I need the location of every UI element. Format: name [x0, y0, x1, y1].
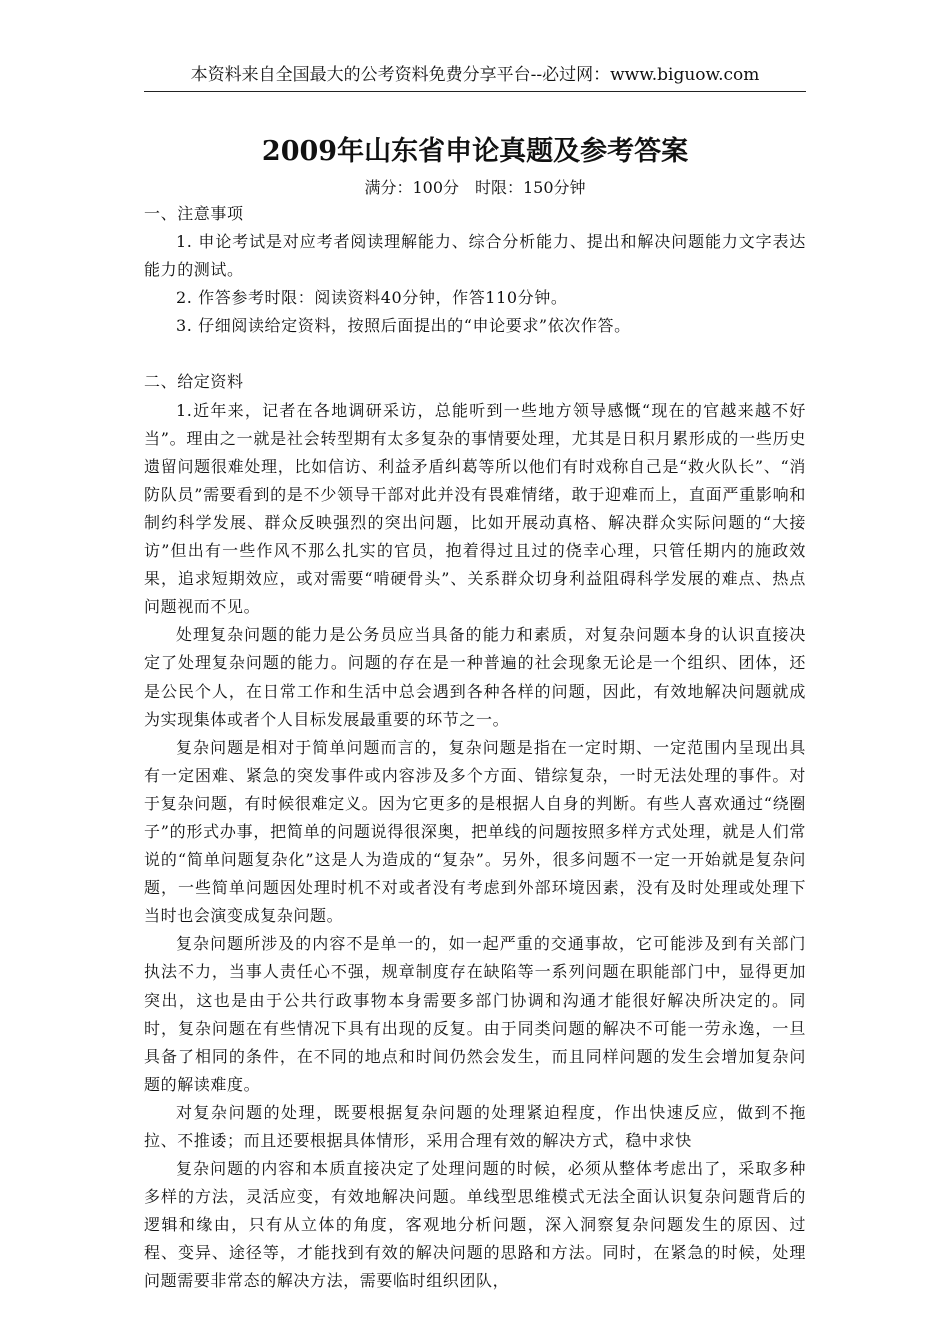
section-heading-materials: 二、给定资料 — [144, 372, 244, 392]
notes-item: 3. 仔细阅读给定资料，按照后面提出的“申论要求”依次作答。 — [176, 316, 631, 336]
notes-item: 1. 申论考试是对应考者阅读理解能力、综合分析能力、提出和解决问题能力文字表达能力的测试。 — [144, 232, 806, 280]
section-heading-notes: 一、注意事项 — [144, 204, 244, 223]
page-header-source: 本资料来自全国最大的公考资料免费分享平台--必过网：www.biguow.com — [190, 65, 760, 85]
document-subtitle: 满分：100分 时限：150分钟 — [364, 178, 586, 197]
header-divider — [144, 91, 806, 92]
material-paragraph: 处理复杂问题的能力是公务员应当具备的能力和素质，对复杂问题本身的认识直接决定了处理复杂问题的能力。问题的存在是一种普遍的社会现象无论是一个组织、团体，还是公民个人，在日常工作和生活中总会遇到各种各样的问题，因此，有效地解决问题就成为实现集体或者个人目标发展最重要的环节之一。 — [144, 625, 806, 729]
material-paragraph: 复杂问题所涉及的内容不是单一的，如一起严重的交通事故，它可能涉及到有关部门执法不力，当事人责任心不强，规章制度存在缺陷等一系列问题在职能部门中，显得更加突出，这也是由于公共行政事物本身需要多部门协调和沟通才能很好解决所决定的。同时，复杂问题在有些情况下具有出现的反复。由于同类问题的解决不可能一劳永逸，一旦具备了相同的条件，在不同的地点和时间仍然会发生，而且同样问题的发生会增加复杂问题的解读难度。 — [144, 934, 806, 1094]
material-paragraph: 复杂问题是相对于简单问题而言的，复杂问题是指在一定时期、一定范围内呈现出具有一定困难、紧急的突发事件或内容涉及多个方面、错综复杂，一时无法处理的事件。对于复杂问题，有时候很难定义。因为它更多的是根据人自身的判断。有些人喜欢通过“绕圈子”的形式办事，把简单的问题说得很深奥，把单线的问题按照多样方式处理，就是人们常说的“简单问题复杂化”这是人为造成的“复杂”。另外，很多问题不一定一开始就是复杂问题，一些简单问题因处理时机不对或者没有考虑到外部环境因素，没有及时处理或处理下当时也会演变成复杂问题。 — [144, 737, 806, 926]
notes-item: 2. 作答参考时限：阅读资料40分钟，作答110分钟。 — [176, 288, 568, 308]
material-paragraph: 对复杂问题的处理，既要根据复杂问题的处理紧迫程度，作出快速反应，做到不拖拉、不推诿；而且还要根据具体情形，采用合理有效的解决方式，稳中求快 — [144, 1102, 806, 1150]
document-title: 2009年山东省申论真题及参考答案 — [261, 136, 689, 167]
material-paragraph: 1.近年来，记者在各地调研采访，总能听到一些地方领导感慨“现在的官越来越不好当”。理由之一就是社会转型期有太多复杂的事情要处理，尤其是日积月累形成的一些历史遗留问题很难处理，比如信访、利益矛盾纠葛等所以他们有时戏称自己是“救火队长”、“消防队员”需要看到的是不少领导干部对此并没有畏难情绪，敢于迎难而上，直面严重影响和制约科学发展、群众反映强烈的突出问题，比如开展动真格、解决群众实际问题的“大接访”但出有一些作风不那么扎实的官员，抱着得过且过的侥幸心理，只管任期内的施政效果，追求短期效应，或对需要“啃硬骨头”、关系群众切身利益阻碍科学发展的难点、热点问题视而不见。 — [144, 400, 806, 617]
material-paragraph: 复杂问题的内容和本质直接决定了处理问题的时候，必须从整体考虑出了，采取多种多样的方法，灵活应变，有效地解决问题。单线型思维模式无法全面认识复杂问题背后的逻辑和缘由，只有从立体的角度，客观地分析问题，深入洞察复杂问题发生的原因、过程、变异、途径等，才能找到有效的解决问题的思路和方法。同时，在紧急的时候，处理问题需要非常态的解决方法，需要临时组织团队， — [144, 1159, 806, 1291]
document-body — [144, 200, 806, 1296]
section-spacer — [144, 340, 806, 368]
